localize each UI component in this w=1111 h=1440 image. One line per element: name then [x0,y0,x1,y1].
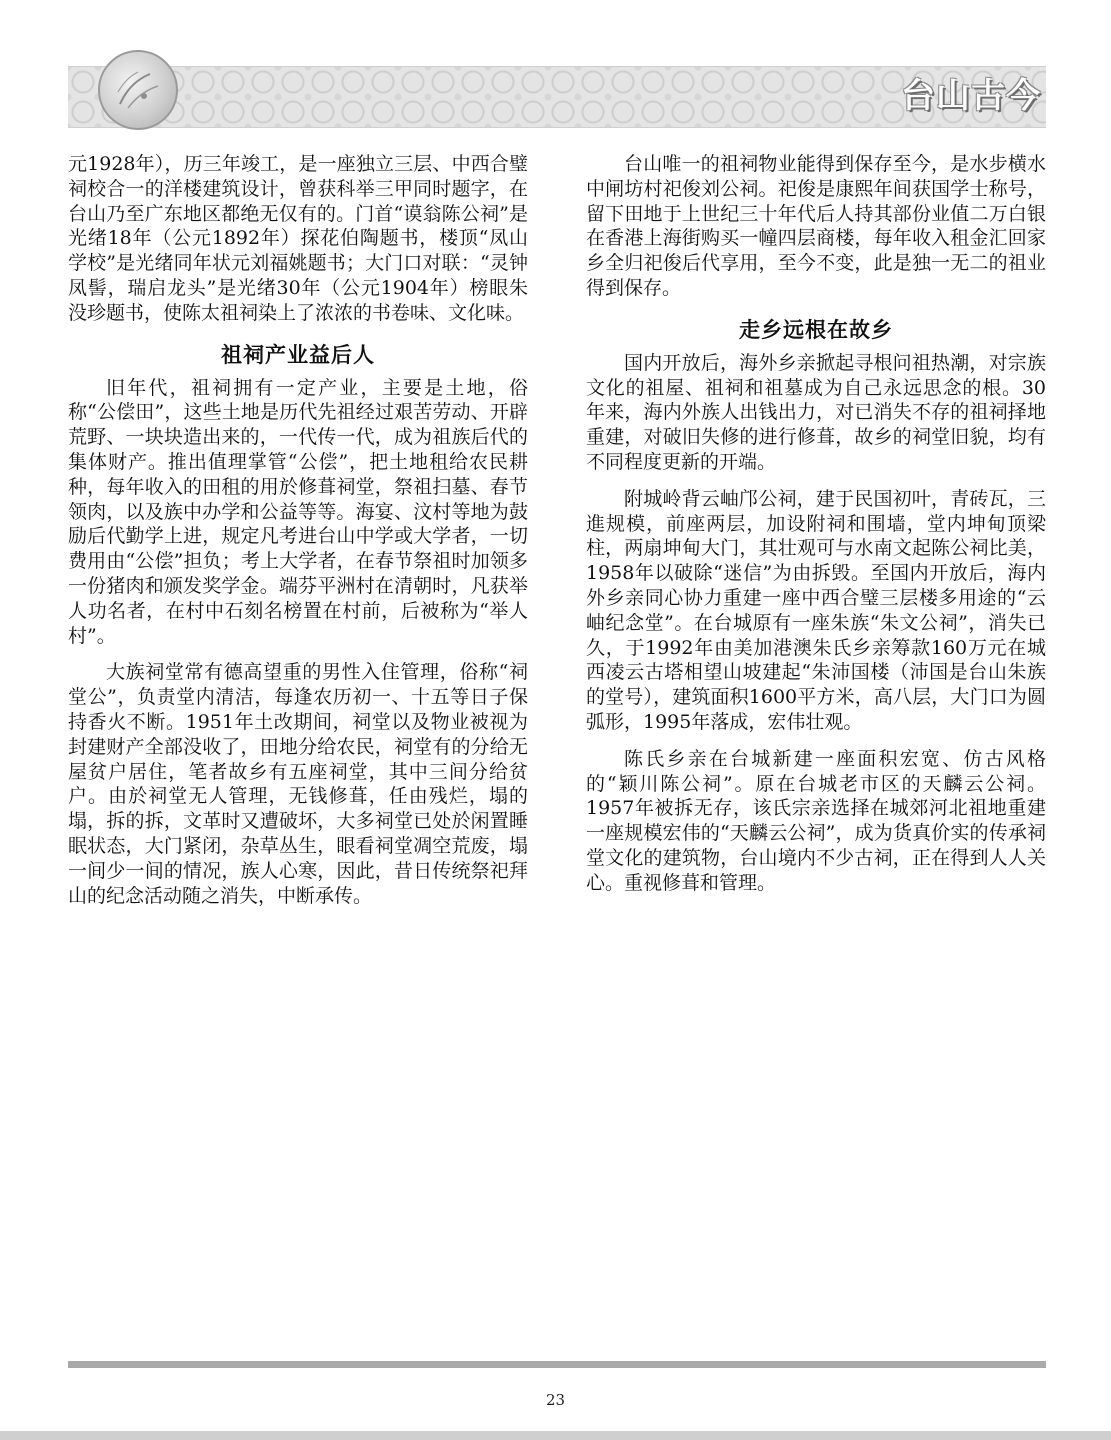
footer-rule [68,1361,1046,1368]
right-paragraph-3: 附城岭背云岫邝公祠，建于民国初叶，青砖瓦，三進规模，前座两层，加设附祠和围墙，堂内坤甸顶梁柱，两扇坤甸大门，其壮观可与水南文起陈公祠比美，1958年以破除“迷信”为由拆毁。至国内开放后，海内外乡亲同心协力重建一座中西合璧三层楼多用途的“云岫纪念堂”。在台城原有一座朱族“朱文公祠”，消失已久，于1992年由美加港澳朱氏乡亲筹款160万元在城西凌云古塔相望山坡建起“朱沛国楼（沛国是台山朱族的堂号），建筑面积1600平方米，高八层，大门口为圆弧形，1995年落成，宏伟壮观。 [586,487,1046,733]
right-column [586,152,1046,908]
right-paragraph-2: 国内开放后，海外乡亲掀起寻根问祖热潮，对宗族文化的祖屋、祖祠和祖墓成为自己永远思念的根。30年来，海内外族人出钱出力，对已消失不存的祖祠择地重建，对破旧失修的进行修葺，故乡的祠堂旧貌，均有不同程度更新的开端。 [586,351,1046,473]
left-paragraph-1: 元1928年），历三年竣工，是一座独立三层、中西合璧祠校合一的洋楼建筑设计，曾获科举三甲同时题字，在台山乃至广东地区都绝无仅有的。门首“谟翁陈公祠”是光绪18年（公元1892年）探花伯陶题书，楼顶“凤山学校”是光绪同年状元刘福姚题书；大门口对联：“灵钟凤髻，瑞启龙头”是光绪30年（公元1904年）榜眼朱没珍题书，使陈太祖祠染上了浓浓的书卷味、文化味。 [68,153,528,324]
emblem-sketch-icon [100,52,176,128]
right-paragraph-4: 陈氏乡亲在台城新建一座面积宏宽、仿古风格的“颖川陈公祠”。原在台城老市区的天麟云公祠。1957年被拆无存，该氏宗亲选择在城郊河北祖地重建一座规模宏伟的“天麟云公祠”，成为货真价实的传承祠堂文化的建筑物，台山境内不少古祠，正在得到人人关心。重视修葺和管理。 [586,747,1046,894]
page-number: 23 [545,1391,566,1409]
header-emblem-icon [98,50,178,130]
left-paragraph-3: 大族祠堂常有德高望重的男性入住管理，俗称“祠堂公”，负责堂内清洁，每逢农历初一、十五等日子保持香火不断。1951年土改期间，祠堂以及物业被视为封建财产全部没收了，田地分给农民，祠堂有的分给无屋贫户居住，笔者故乡有五座祠堂，其中三间分给贫户。由於祠堂无人管理，无钱修葺，任由残烂，塌的塌，拆的拆，文革时又遭破坏，大多祠堂已处於闲置睡眠状态，大门紧闭，杂草丛生，眼看祠堂凋空荒废，塌一间少一间的情况，族人心寒，因此，昔日传统祭祀拜山的纪念活动随之消失，中断承传。 [68,661,528,907]
bottom-edge-strip [0,1431,1111,1440]
header-decorative-band [68,66,1046,128]
left-column [68,152,528,920]
right-paragraph-1: 台山唯一的祖祠物业能得到保存至今，是水步横水中闸坊村祀俊刘公祠。祀俊是康熙年间获国学士称号，留下田地于上世纪三十年代后人持其部份业值二万白银在香港上海街购买一幢四层商楼，每年收入租金汇回家乡全归祀俊后代享用，至今不变，此是独一无二的祖业得到保存。 [586,153,1046,299]
magazine-title: 台山古今 [901,76,1041,116]
left-paragraph-2: 旧年代，祖祠拥有一定产业，主要是土地，俗称“公偿田”，这些土地是历代先祖经过艰苦劳动、开辟荒野、一块块造出来的，一代传一代，成为祖族后代的集体财产。推出值理掌管“公偿”，把土地租给农民耕种，每年收入的田租的用於修葺祠堂，祭祖扫墓、春节领肉，以及族中办学和公益等等。海宴、汶村等地为鼓励后代勤学上进，规定凡考进台山中学或大学者，一切费用由“公偿”担负；考上大学者，在春节祭祖时加领多一份猪肉和颁发奖学金。端芬平洲村在清朝时，凡获举人功名者，在村中石刻名榜置在村前，后被称为“举人村”。 [68,376,528,647]
section-heading-roots-in-hometown: 走乡远根在故乡 [739,317,893,342]
section-heading-ancestral-property: 祖祠产业益后人 [221,342,375,367]
